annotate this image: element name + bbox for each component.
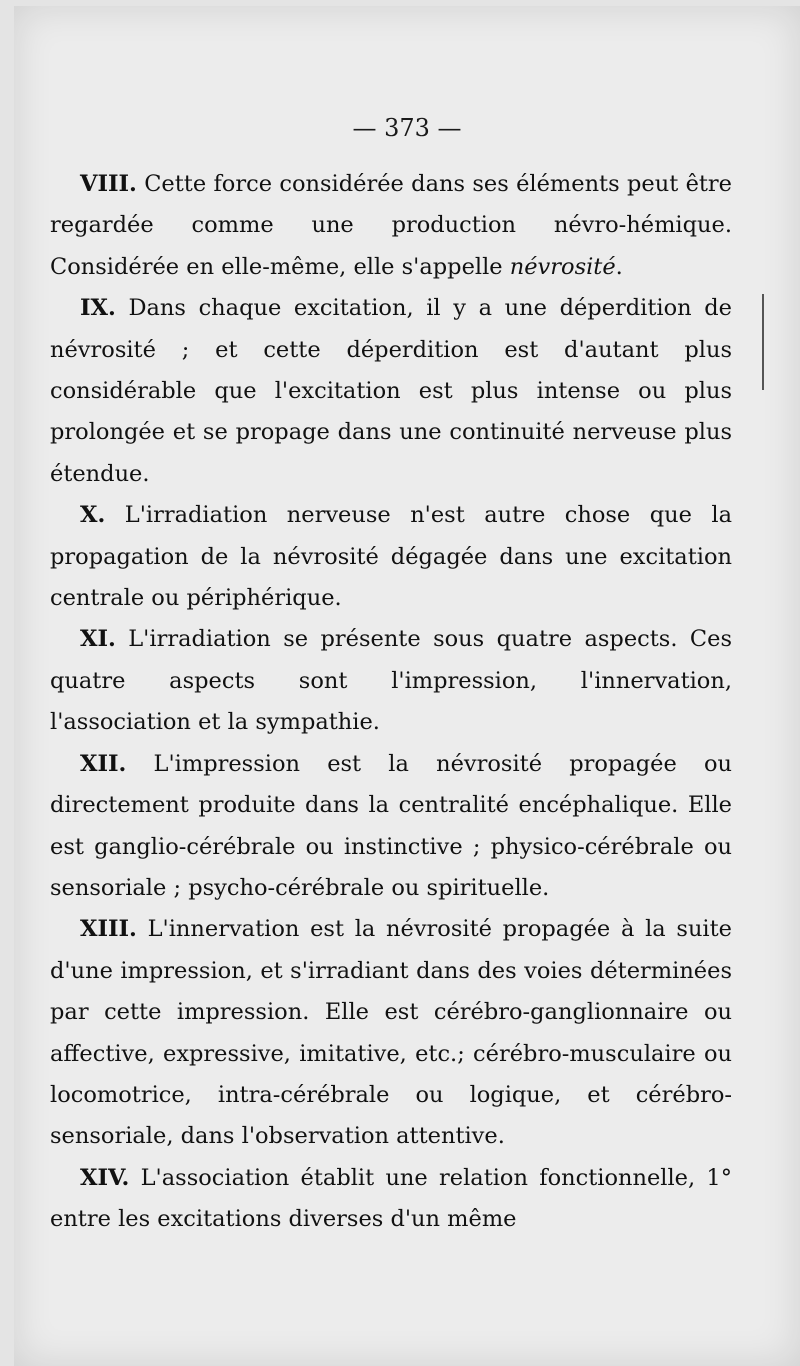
page-number: — 373 — <box>352 114 462 142</box>
paragraph-number: XIII. <box>80 916 137 943</box>
paragraph-xiii <box>50 909 732 1157</box>
paragraph-number: VIII. <box>80 171 137 197</box>
paragraph-x <box>50 495 732 619</box>
paragraph-number: IX. <box>80 295 116 322</box>
paragraph-text: L'innervation est la névrosité propagée à la suite d'une impression, et s'irradiant dans des voies déterminées par cette impression. Elle est cérébro-ganglionnaire ou affective, expressive, imitative, etc.; cérébro-musculaire ou locomotrice, intra-cérébrale ou logique, et cérébro-sensoriale, dans l'observation attentive. <box>50 916 732 1150</box>
book-page <box>14 6 800 1366</box>
paragraph-text: L'impression est la névrosité propagée ou directement produite dans la centralité encéphalique. Elle est ganglio-cérébrale ou instinctive ; physico-cérébrale ou sensoriale ; psycho-cérébrale ou spirituelle. <box>50 750 732 901</box>
paragraph-number: XI. <box>80 626 116 653</box>
margin-line-mark <box>762 294 764 390</box>
paragraph-text-end: . <box>615 253 623 280</box>
paragraph-viii <box>50 164 732 288</box>
paragraph-xiv <box>50 1158 732 1241</box>
paragraph-xii <box>50 744 732 910</box>
paragraph-ix <box>50 288 732 495</box>
paragraph-text: Dans chaque excitation, il y a une déperdition de névrosité ; et cette déperdition est d'autant plus considérable que l'excitation est plus intense ou plus prolongée et se propage dans une continuité nerveuse plus étendue. <box>50 295 732 487</box>
paragraph-number: X. <box>80 502 106 529</box>
paragraph-number: XII. <box>80 750 127 777</box>
italic-term: névrosité <box>509 253 616 280</box>
body-text <box>50 164 732 1241</box>
paragraph-text: L'irradiation nerveuse n'est autre chose que la propagation de la névrosité dégagée dans une excitation centrale ou périphérique. <box>50 502 732 612</box>
paragraph-text: L'association établit une relation fonctionnelle, 1° entre les excitations diverses d'un même <box>50 1164 732 1233</box>
paragraph-xi <box>50 619 732 743</box>
paragraph-text: Cette force considérée dans ses éléments peut être regardée comme une production névro-hémique. Considérée en elle-même, elle s'appelle <box>50 171 732 280</box>
paragraph-number: XIV. <box>80 1164 130 1191</box>
paragraph-text: L'irradiation se présente sous quatre aspects. Ces quatre aspects sont l'impression, l'innervation, l'association et la sympathie. <box>50 626 732 736</box>
